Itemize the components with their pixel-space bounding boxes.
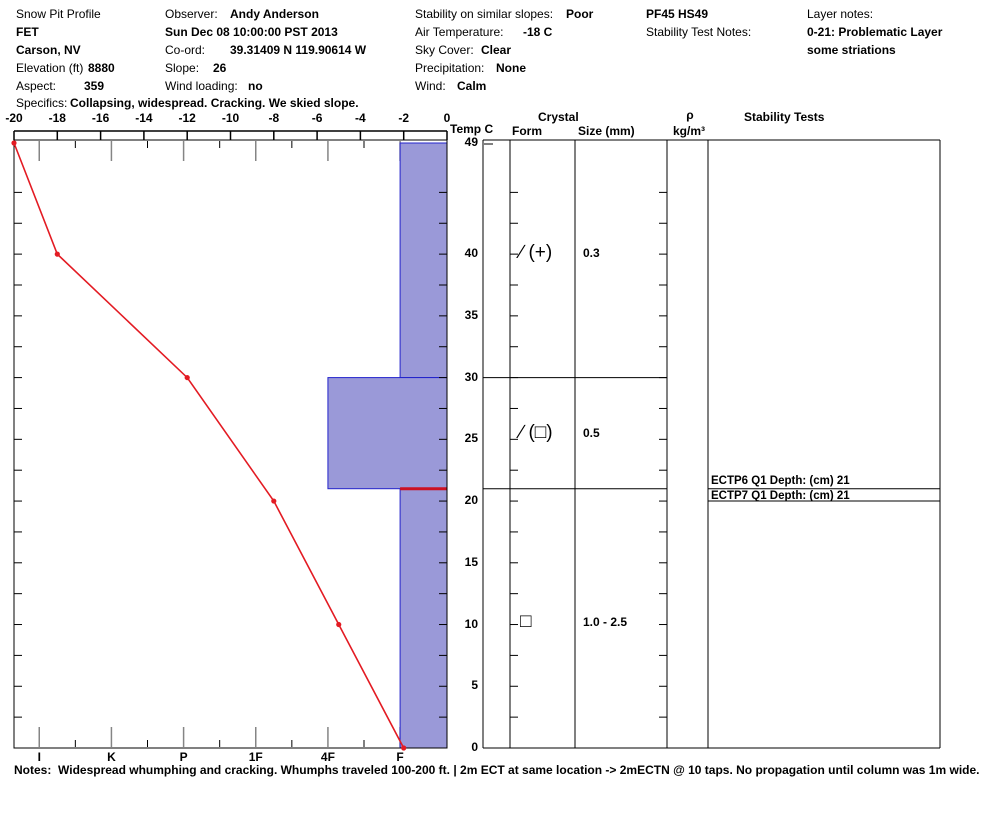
sky-cover-value: Clear (481, 43, 512, 57)
stability-slopes-value: Poor (566, 7, 594, 21)
temperature-point-marker (185, 375, 190, 380)
temp-axis-title: Temp C (450, 122, 494, 136)
depth-label: 49 (464, 135, 478, 149)
layer-note-2: some striations (807, 43, 896, 57)
wind-loading-value: no (248, 79, 263, 93)
temp-tick-label: -18 (48, 111, 66, 125)
stability-slopes-label: Stability on similar slopes: (415, 7, 554, 21)
coord-value: 39.31409 N 119.90614 W (230, 43, 367, 57)
temp-tick-label: -8 (268, 111, 280, 125)
crystal-size-value: 0.3 (583, 246, 600, 261)
wind-label: Wind: (415, 79, 446, 93)
stability-test-label: ECTP6 Q1 Depth: (cm) 21 (711, 474, 850, 487)
precipitation-label: Precipitation: (415, 61, 485, 75)
temp-tick-label: -2 (398, 111, 410, 125)
hardness-bar (328, 378, 447, 489)
notes-line (14, 763, 979, 777)
hardness-label: P (179, 750, 188, 764)
wind-value: Calm (457, 79, 487, 93)
crystal-header: Crystal (538, 110, 579, 124)
observer-value: Andy Anderson (230, 7, 319, 21)
sky-cover-label: Sky Cover: (415, 43, 474, 57)
notes-text: Widespread whumphing and cracking. Whumphs traveled 100-200 ft. | 2m ECT at same location -> 2mECTN @ 10 taps. No propagation until column was 1m wide. (58, 763, 980, 777)
stability-tests-header: Stability Tests (744, 110, 825, 124)
coord-label: Co-ord: (165, 43, 206, 57)
depth-label: 5 (471, 678, 478, 693)
hardness-label: K (107, 750, 116, 764)
layer-notes-label: Layer notes: (807, 7, 874, 21)
size-header: Size (mm) (578, 124, 635, 138)
slope-label: Slope: (165, 61, 200, 75)
depth-label: 35 (464, 307, 478, 322)
stability-test-notes-label: Stability Test Notes: (646, 25, 752, 39)
temp-tick-label: -4 (355, 111, 366, 125)
density-unit-header: kg/m³ (672, 124, 706, 138)
wind-loading-label: Wind loading: (165, 79, 238, 93)
temp-tick-label: -20 (5, 111, 23, 125)
elevation-label: Elevation (ft) (16, 61, 84, 75)
slope-value: 26 (213, 61, 227, 75)
temperature-point-marker (336, 622, 341, 627)
form-header: Form (512, 124, 542, 138)
air-temp-value: -18 C (523, 25, 553, 39)
crystal-form-symbol: ∕ (□) (520, 422, 553, 444)
elevation-value: 8880 (88, 61, 115, 75)
air-temp-label: Air Temperature: (415, 25, 504, 39)
crystal-size-value: 1.0 - 2.5 (583, 615, 628, 630)
depth-label: 25 (464, 431, 478, 446)
crystal-size-value: 0.5 (583, 426, 600, 441)
depth-label: 40 (464, 246, 478, 261)
hardness-bar (400, 489, 447, 748)
aspect-value: 359 (84, 79, 105, 93)
density-symbol-header: ρ (686, 108, 694, 122)
temp-tick-label: -12 (178, 111, 196, 125)
layer-note-1: 0-21: Problematic Layer (807, 25, 943, 39)
temp-tick-label: -6 (311, 111, 323, 125)
report-title: Snow Pit Profile (16, 7, 101, 21)
temp-tick-label: -10 (221, 111, 240, 125)
temp-tick-label: -14 (135, 111, 153, 125)
specifics-value: Collapsing, widespread. Cracking. We skied slope. (70, 96, 359, 110)
pf-hs-code: PF45 HS49 (646, 7, 709, 21)
site-location: Carson, NV (16, 43, 81, 57)
hardness-bar (400, 143, 447, 378)
temp-tick-label: 0 (443, 111, 451, 125)
aspect-label: Aspect: (16, 79, 57, 93)
depth-label: 10 (464, 616, 478, 631)
hardness-label: F (396, 750, 404, 764)
precipitation-value: None (496, 61, 526, 75)
datetime: Sun Dec 08 10:00:00 PST 2013 (165, 25, 338, 39)
depth-label: 15 (464, 554, 478, 569)
observer-label: Observer: (165, 7, 218, 21)
temperature-point-marker (11, 140, 16, 145)
depth-label: 0 (471, 740, 478, 754)
depth-label: 30 (464, 369, 478, 384)
temperature-point-marker (271, 498, 276, 503)
crystal-form-symbol: □ (520, 611, 532, 633)
site-name: FET (16, 25, 39, 39)
depth-label: 20 (464, 493, 478, 508)
hardness-label: 1F (248, 750, 263, 764)
stability-test-label: ECTP7 Q1 Depth: (cm) 21 (711, 489, 850, 502)
temp-tick-label: -16 (91, 111, 110, 125)
temperature-point-marker (55, 252, 60, 257)
hardness-label: I (37, 750, 41, 764)
specifics-label: Specifics: (16, 96, 68, 110)
crystal-form-symbol: ∕ (+) (520, 242, 553, 264)
notes-label: Notes: (14, 763, 52, 777)
hardness-label: 4F (320, 750, 335, 764)
